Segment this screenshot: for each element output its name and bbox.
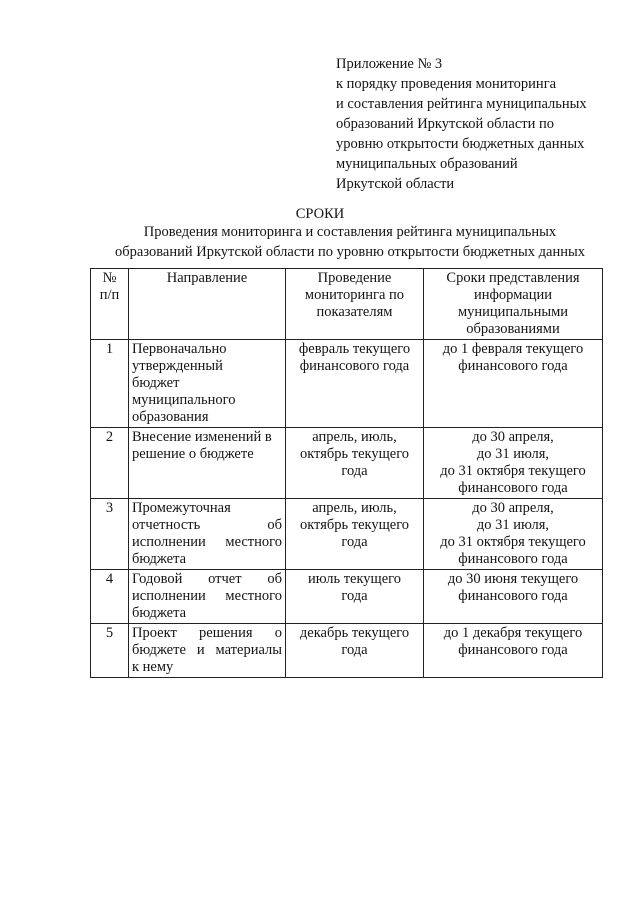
document-subtitle	[90, 222, 610, 262]
appendix-line: Иркутской области	[336, 176, 455, 192]
direction-line: Первоначально	[132, 341, 227, 357]
table-row	[91, 570, 603, 624]
monitoring-line: апрель, июль,	[312, 429, 397, 445]
header-direction: Направление	[129, 269, 286, 340]
header-monitoring	[286, 269, 424, 340]
row-deadline	[424, 570, 603, 624]
header-monitoring-line: мониторинга по	[304, 287, 405, 303]
monitoring-line: июль текущего	[307, 571, 401, 587]
appendix-note	[336, 54, 636, 194]
appendix-line: Приложение № 3	[336, 56, 443, 72]
deadline-line: до 31 июля,	[476, 517, 550, 533]
header-monitoring-line: показателям	[316, 304, 393, 320]
header-num-line: №	[102, 270, 117, 286]
deadline-line: до 1 декабря текущего	[443, 625, 583, 641]
direction-line: муниципального	[132, 392, 236, 408]
monitoring-line: года	[341, 588, 368, 604]
schedule-table	[90, 268, 603, 678]
monitoring-line: октябрь текущего	[299, 517, 410, 533]
header-deadline-line: Сроки представления	[446, 270, 580, 286]
row-monitoring	[286, 340, 424, 428]
row-num: 5	[91, 624, 129, 678]
row-deadline	[424, 499, 603, 570]
direction-line: Проект решения о	[132, 625, 282, 641]
direction-line: Внесение изменений в	[132, 429, 272, 445]
deadline-line: до 31 октября текущего	[440, 463, 586, 479]
deadline-line: до 31 октября текущего	[440, 534, 586, 550]
row-num: 3	[91, 499, 129, 570]
table-row	[91, 624, 603, 678]
monitoring-line: декабрь текущего	[299, 625, 410, 641]
deadline-line: финансового года	[458, 642, 568, 658]
row-num: 4	[91, 570, 129, 624]
deadline-line: финансового года	[458, 551, 568, 567]
row-direction	[129, 428, 286, 499]
table-row	[91, 499, 603, 570]
monitoring-line: года	[341, 642, 368, 658]
appendix-line: и составления рейтинга муниципальных	[336, 96, 587, 112]
deadline-line: до 1 февраля текущего	[442, 341, 584, 357]
row-deadline	[424, 624, 603, 678]
deadline-line: до 30 апреля,	[472, 429, 554, 445]
deadline-line: до 30 июня текущего	[447, 571, 579, 587]
deadline-line: до 31 июля,	[476, 446, 550, 462]
header-num	[91, 269, 129, 340]
appendix-line: муниципальных образований	[336, 156, 518, 172]
deadline-line: финансового года	[458, 358, 568, 374]
row-direction	[129, 499, 286, 570]
deadline-line: до 30 апреля,	[472, 500, 554, 516]
direction-line: утвержденный	[132, 358, 223, 374]
row-direction	[129, 340, 286, 428]
appendix-line: к порядку проведения мониторинга	[336, 76, 557, 92]
direction-line: исполнении местного	[132, 534, 282, 550]
subtitle-line: образований Иркутской области по уровню открытости бюджетных данных	[115, 244, 585, 260]
header-deadline-line: образованиями	[466, 321, 560, 337]
monitoring-line: финансового года	[299, 358, 410, 374]
deadline-line: финансового года	[458, 588, 568, 604]
direction-line: отчетность об	[132, 517, 282, 533]
row-monitoring	[286, 570, 424, 624]
row-deadline	[424, 428, 603, 499]
direction-line: к нему	[132, 659, 174, 675]
row-deadline	[424, 340, 603, 428]
header-monitoring-line: Проведение	[317, 270, 392, 286]
header-num-line: п/п	[99, 287, 120, 303]
row-num: 1	[91, 340, 129, 428]
direction-line: Годовой отчет об	[132, 571, 282, 587]
row-num: 2	[91, 428, 129, 499]
row-monitoring	[286, 499, 424, 570]
table-header-row	[91, 269, 603, 340]
monitoring-line: февраль текущего	[298, 341, 411, 357]
direction-line: Промежуточная	[132, 500, 231, 516]
direction-line: бюджета	[132, 605, 187, 621]
row-direction	[129, 570, 286, 624]
subtitle-line: Проведения мониторинга и составления рейтинга муниципальных	[143, 224, 557, 240]
row-monitoring	[286, 428, 424, 499]
direction-line: бюджета	[132, 551, 187, 567]
row-direction	[129, 624, 286, 678]
direction-line: бюджете и материалы	[132, 642, 282, 658]
monitoring-line: октябрь текущего	[299, 446, 410, 462]
deadline-line: финансового года	[458, 480, 568, 496]
header-deadline-line: муниципальными	[457, 304, 569, 320]
direction-line: решение о бюджете	[132, 446, 254, 462]
direction-line: бюджет	[132, 375, 180, 391]
monitoring-line: года	[341, 463, 368, 479]
header-deadline	[424, 269, 603, 340]
direction-line: образования	[132, 409, 209, 425]
table-row	[91, 340, 603, 428]
table-row	[91, 428, 603, 499]
document-title: СРОКИ	[295, 206, 345, 222]
appendix-line: уровню открытости бюджетных данных	[336, 136, 585, 152]
monitoring-line: года	[341, 534, 368, 550]
row-monitoring	[286, 624, 424, 678]
direction-line: исполнении местного	[132, 588, 282, 604]
appendix-line: образований Иркутской области по	[336, 116, 555, 132]
monitoring-line: апрель, июль,	[312, 500, 397, 516]
header-deadline-line: информации	[474, 287, 552, 303]
